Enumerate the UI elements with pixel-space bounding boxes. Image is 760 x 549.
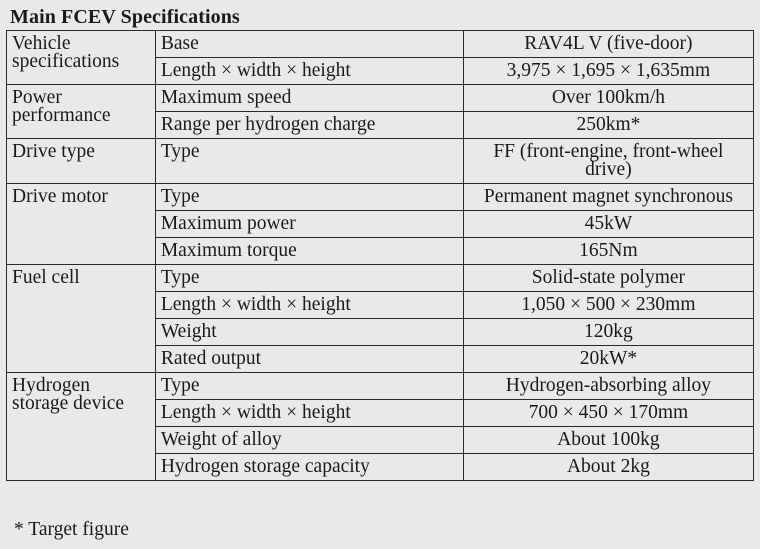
item-cell: Type [155,184,463,211]
item-cell: Rated output [155,346,463,373]
item-cell: Range per hydrogen charge [155,112,463,139]
item-cell: Weight of alloy [155,427,463,454]
value-cell: Over 100km/h [463,85,753,112]
item-cell: Length × width × height [155,58,463,85]
value-cell: Permanent magnet synchronous [463,184,753,211]
table-row [7,265,754,292]
value-cell: 250km* [463,112,753,139]
item-cell: Maximum torque [155,238,463,265]
value-cell: 700 × 450 × 170mm [463,400,753,427]
value-cell: 120kg [463,319,753,346]
item-cell: Weight [155,319,463,346]
table-row [7,373,754,400]
item-cell: Length × width × height [155,400,463,427]
category-cell: Vehicle specifications [7,31,156,85]
value-cell: 45kW [463,211,753,238]
value-cell: Hydrogen-absorbing alloy [463,373,753,400]
value-cell: 20kW* [463,346,753,373]
table-row [7,139,754,184]
item-cell: Type [155,139,463,184]
item-cell: Hydrogen storage capacity [155,454,463,481]
item-cell: Maximum power [155,211,463,238]
item-cell: Base [155,31,463,58]
category-cell: Power performance [7,85,156,139]
value-cell: 1,050 × 500 × 230mm [463,292,753,319]
value-cell: 3,975 × 1,695 × 1,635mm [463,58,753,85]
item-cell: Maximum speed [155,85,463,112]
category-cell: Hydrogen storage device [7,373,156,481]
table-title: Main FCEV Specifications [10,6,240,28]
category-cell: Drive type [7,139,156,184]
category-cell: Drive motor [7,184,156,265]
specifications-table [6,30,754,481]
value-cell: Solid-state polymer [463,265,753,292]
table-row [7,31,754,58]
item-cell: Type [155,265,463,292]
value-cell: 165Nm [463,238,753,265]
value-cell: RAV4L V (five-door) [463,31,753,58]
value-cell: FF (front-engine, front-wheel drive) [463,139,753,184]
item-cell: Type [155,373,463,400]
category-cell: Fuel cell [7,265,156,373]
table-row [7,184,754,211]
value-cell: About 2kg [463,454,753,481]
footnote: * Target figure [14,519,129,540]
item-cell: Length × width × height [155,292,463,319]
table-row [7,85,754,112]
value-cell: About 100kg [463,427,753,454]
